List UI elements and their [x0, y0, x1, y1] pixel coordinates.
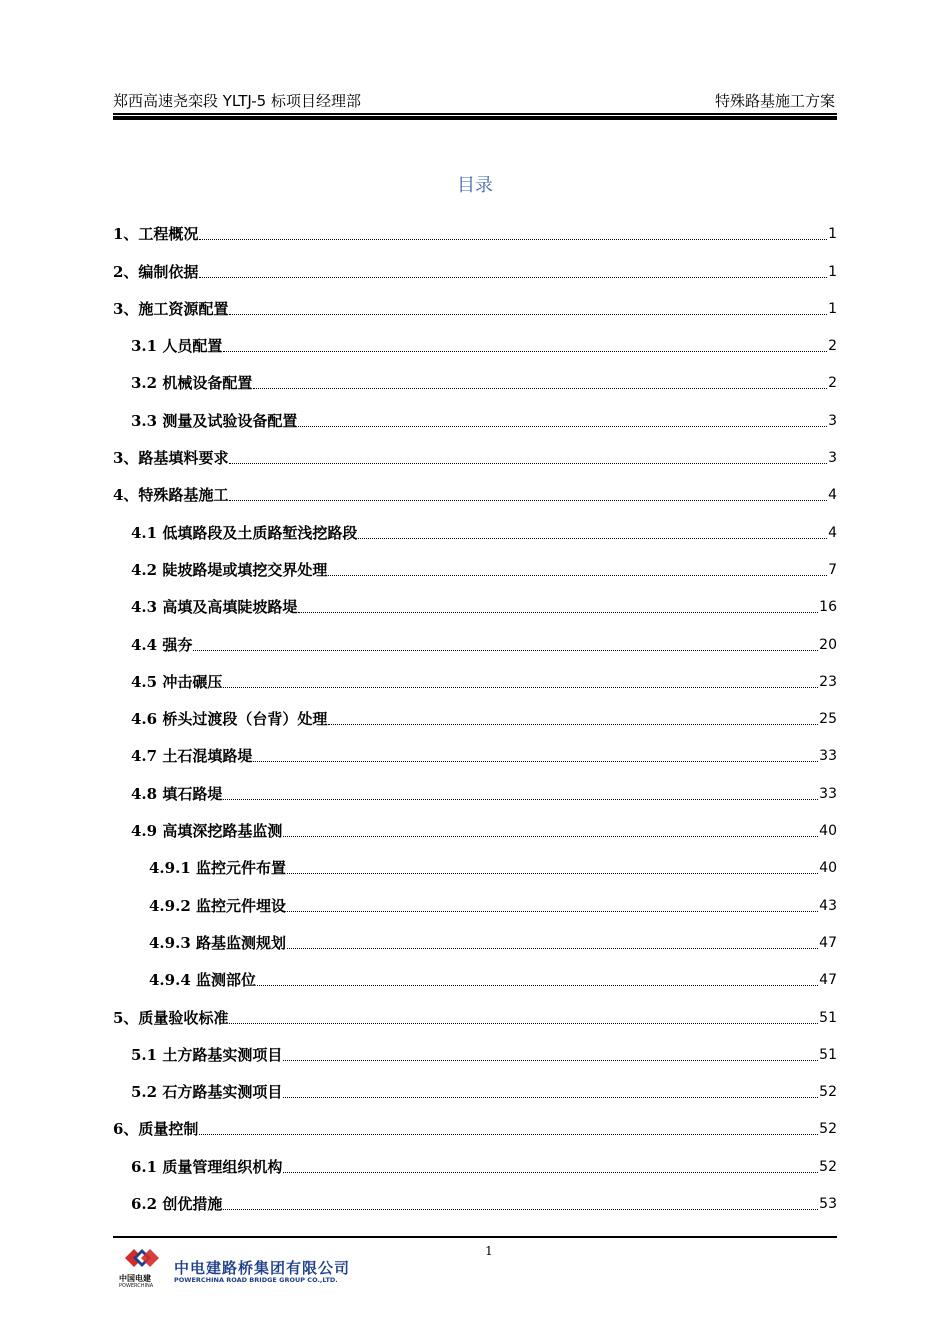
toc-entry-label: 4、特殊路基施工 [113, 486, 229, 505]
toc-entry-page: 47 [819, 934, 837, 951]
toc-entry-label: 4.4 强夯 [131, 635, 193, 654]
toc-entry-label: 6.2 创优措施 [131, 1195, 223, 1214]
logo-text-en: POWERCHINA [119, 1283, 154, 1289]
toc-entry-page: 2 [828, 375, 837, 392]
toc-entry-page: 40 [819, 823, 837, 840]
toc-entry-page: 16 [819, 599, 837, 616]
toc-entry-page: 53 [819, 1196, 837, 1213]
toc-entry-page: 52 [819, 1158, 837, 1175]
toc-entry-label: 1、工程概况 [113, 225, 199, 244]
header-rule-thick [113, 116, 837, 120]
header-project-name: 郑西高速尧栾段 YLTJ-5 标项目经理部 [113, 92, 361, 110]
header-rule [113, 113, 837, 115]
toc-entry-label: 4.9 高填深挖路基监测 [131, 822, 283, 841]
toc-leader-dots [283, 1171, 818, 1173]
toc-entry[interactable] [113, 244, 837, 281]
toc-entry[interactable] [113, 1177, 837, 1214]
toc-entry-label: 4.8 填石路堤 [131, 784, 223, 803]
toc-leader-dots [223, 1208, 818, 1210]
toc-entry-page: 40 [819, 860, 837, 877]
toc-title: 目录 [457, 175, 493, 196]
toc-leader-dots [328, 574, 827, 576]
toc-entry[interactable] [113, 319, 837, 356]
toc-entry[interactable] [113, 393, 837, 430]
toc-entry-label: 3、路基填料要求 [113, 449, 229, 468]
toc-entry-label: 6、质量控制 [113, 1120, 199, 1139]
toc-entry-page: 33 [819, 748, 837, 765]
toc-leader-dots [257, 984, 818, 986]
toc-entry-page: 20 [819, 636, 837, 653]
toc-entry[interactable] [113, 729, 837, 766]
toc-entry-label: 3、施工资源配置 [113, 299, 229, 318]
toc-entry[interactable] [113, 1065, 837, 1102]
toc-entry[interactable] [113, 990, 837, 1027]
toc-leader-dots [283, 1059, 818, 1061]
toc-entry-page: 1 [828, 226, 837, 243]
toc-leader-dots [223, 686, 818, 688]
toc-entry-page: 52 [819, 1121, 837, 1138]
toc-entry-page: 3 [828, 450, 837, 467]
toc-entry[interactable] [113, 916, 837, 953]
toc-leader-dots [229, 499, 827, 501]
company-name-cn: 中电建路桥集团有限公司 [174, 1259, 351, 1277]
toc-entry-label: 4.9.2 监控元件埋设 [149, 896, 286, 915]
toc-leader-dots [229, 462, 827, 464]
toc-entry-page: 43 [819, 897, 837, 914]
toc-entry[interactable] [113, 953, 837, 990]
toc-entry-label: 4.3 高填及高填陡坡路堤 [131, 598, 298, 617]
toc-leader-dots [229, 313, 827, 315]
toc-entry-page: 51 [819, 1009, 837, 1026]
toc-leader-dots [287, 947, 818, 949]
toc-entry-page: 47 [819, 972, 837, 989]
toc-entry[interactable] [113, 1139, 837, 1176]
footer-rule [113, 1236, 837, 1238]
toc-entry-page: 7 [828, 561, 837, 578]
toc-entry-page: 3 [828, 412, 837, 429]
toc-leader-dots [287, 910, 818, 912]
toc-entry[interactable] [113, 692, 837, 729]
toc-entry-label: 4.9.3 路基监测规划 [149, 933, 286, 952]
toc-entry-page: 4 [828, 524, 837, 541]
toc-entry[interactable] [113, 1028, 837, 1065]
footer-page-number: 1 [485, 1244, 493, 1258]
toc-entry-label: 4.6 桥头过渡段（台背）处理 [131, 710, 328, 729]
toc-entry[interactable] [113, 207, 837, 244]
toc-entry-label: 4.2 陡坡路堤或填挖交界处理 [131, 560, 328, 579]
toc-leader-dots [199, 1133, 818, 1135]
toc-entry[interactable] [113, 580, 837, 617]
toc-entry[interactable] [113, 282, 837, 319]
toc-leader-dots [298, 611, 818, 613]
toc-leader-dots [287, 872, 818, 874]
toc-entry-label: 5、质量验收标准 [113, 1008, 229, 1027]
toc-leader-dots [253, 760, 818, 762]
toc-entry-page: 51 [819, 1046, 837, 1063]
toc-leader-dots [253, 387, 827, 389]
table-of-contents [113, 207, 837, 1214]
toc-entry[interactable] [113, 468, 837, 505]
toc-entry-label: 2、编制依据 [113, 262, 199, 281]
toc-entry-label: 5.1 土方路基实测项目 [131, 1045, 283, 1064]
toc-leader-dots [193, 649, 818, 651]
toc-entry-page: 33 [819, 785, 837, 802]
toc-entry-page: 23 [819, 673, 837, 690]
toc-entry-page: 25 [819, 711, 837, 728]
toc-entry-label: 3.1 人员配置 [131, 337, 223, 356]
toc-entry-label: 5.2 石方路基实测项目 [131, 1083, 283, 1102]
toc-entry[interactable] [113, 617, 837, 654]
toc-entry[interactable] [113, 804, 837, 841]
toc-entry[interactable] [113, 841, 837, 878]
toc-entry-page: 4 [828, 487, 837, 504]
toc-entry-label: 3.2 机械设备配置 [131, 374, 253, 393]
toc-entry[interactable] [113, 505, 837, 542]
toc-entry-page: 1 [828, 300, 837, 317]
toc-leader-dots [223, 798, 818, 800]
toc-entry-label: 4.1 低填路段及土质路堑浅挖路段 [131, 523, 358, 542]
company-name-en: POWERCHINA ROAD BRIDGE GROUP CO.,LTD. [174, 1276, 338, 1284]
toc-entry[interactable] [113, 878, 837, 915]
toc-entry-label: 4.5 冲击碾压 [131, 672, 223, 691]
toc-entry[interactable] [113, 766, 837, 803]
toc-entry[interactable] [113, 1102, 837, 1139]
toc-entry-page: 1 [828, 263, 837, 280]
toc-entry-label: 4.9.1 监控元件布置 [149, 859, 286, 878]
toc-entry-label: 4.9.4 监测部位 [149, 971, 256, 990]
toc-entry[interactable] [113, 431, 837, 468]
logo-text-cn: 中国电建 [119, 1274, 151, 1283]
toc-entry-label: 4.7 土石混填路堤 [131, 747, 253, 766]
toc-leader-dots [358, 537, 827, 539]
toc-leader-dots [223, 350, 827, 352]
toc-entry[interactable] [113, 356, 837, 393]
toc-leader-dots [298, 425, 827, 427]
toc-leader-dots [283, 1096, 818, 1098]
toc-entry-page: 52 [819, 1084, 837, 1101]
toc-entry-label: 6.1 质量管理组织机构 [131, 1157, 283, 1176]
toc-leader-dots [283, 835, 818, 837]
toc-leader-dots [199, 238, 827, 240]
toc-leader-dots [229, 1022, 818, 1024]
toc-entry[interactable] [113, 655, 837, 692]
toc-entry-page: 2 [828, 338, 837, 355]
powerchina-logo-icon [121, 1245, 165, 1271]
header-document-title: 特殊路基施工方案 [714, 92, 835, 110]
toc-leader-dots [199, 276, 827, 278]
toc-entry-label: 3.3 测量及试验设备配置 [131, 411, 298, 430]
toc-leader-dots [328, 723, 818, 725]
toc-entry[interactable] [113, 543, 837, 580]
